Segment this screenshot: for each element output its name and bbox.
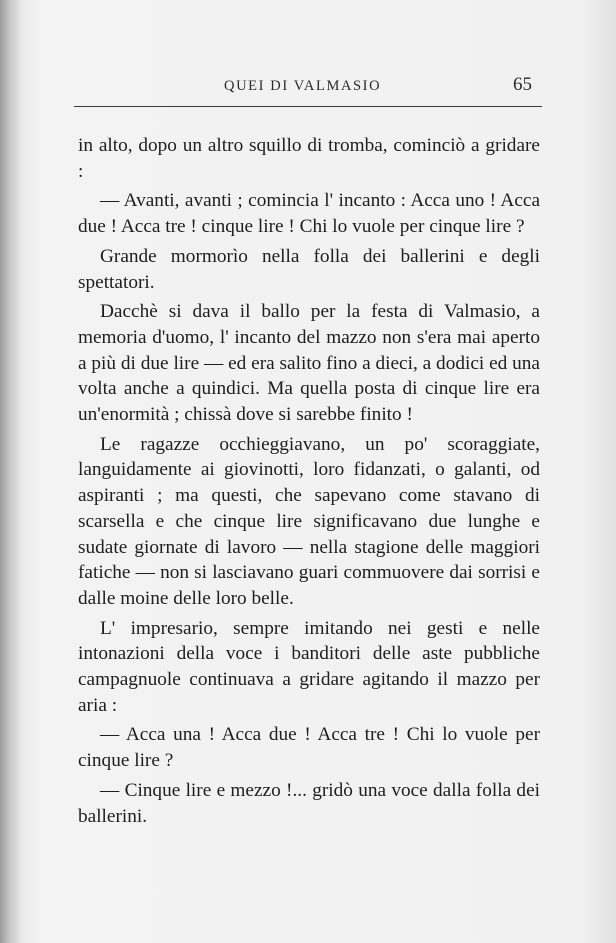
paragraph: in alto, dopo un altro squillo di tromba, cominciò a gridare : [78,135,540,182]
page-header [74,74,542,106]
book-spine-shadow [0,0,22,943]
paragraph: Le ragazze occhieggiavano, un po' scoraggiate, languidamente ai giovinotti, loro fidanzati, o galanti, od aspiranti ; ma questi, che sapevano come stavano di scarsella e che cinque lire significavano due lunghe e sudate giornate di lavoro — nella stagione delle maggiori fatiche — non si lasciavano guari commuovere dai sorrisi e dalle moine delle loro belle. [78,433,540,609]
page-number: 65 [513,74,532,95]
running-title: QUEI DI VALMASIO [224,78,382,94]
paragraph: — Acca una ! Acca due ! Acca tre ! Chi lo vuole per cinque lire ? [78,724,540,772]
paragraph: Grande mormorìo nella folla dei ballerini e degli spettatori. [78,245,540,293]
body-text [78,133,540,833]
paragraph: — Cinque lire e mezzo !... gridò una voce dalla folla dei ballerini. [78,779,540,827]
paragraph: Dacchè si dava il ballo per la festa di Valmasio, a memoria d'uomo, l' incanto del mazzo non s'era mai aperto a più di due lire — ed era salito fino a dieci, a dodici ed una volta anche a quindici. Ma quella posta di cinque lire era un'enormità ; chissà dove si sarebbe finito ! [78,301,540,426]
paragraph: — Avanti, avanti ; comincia l' incanto : Acca uno ! Acca due ! Acca tre ! cinque lire ! Chi lo vuole per cinque lire ? [78,190,540,238]
header-rule [74,106,542,107]
paragraph: L' impresario, sempre imitando nei gesti e nelle intonazioni della voce i banditori delle aste pubbliche campagnuole continuava a gridare agitando il mazzo per aria : [78,617,540,716]
